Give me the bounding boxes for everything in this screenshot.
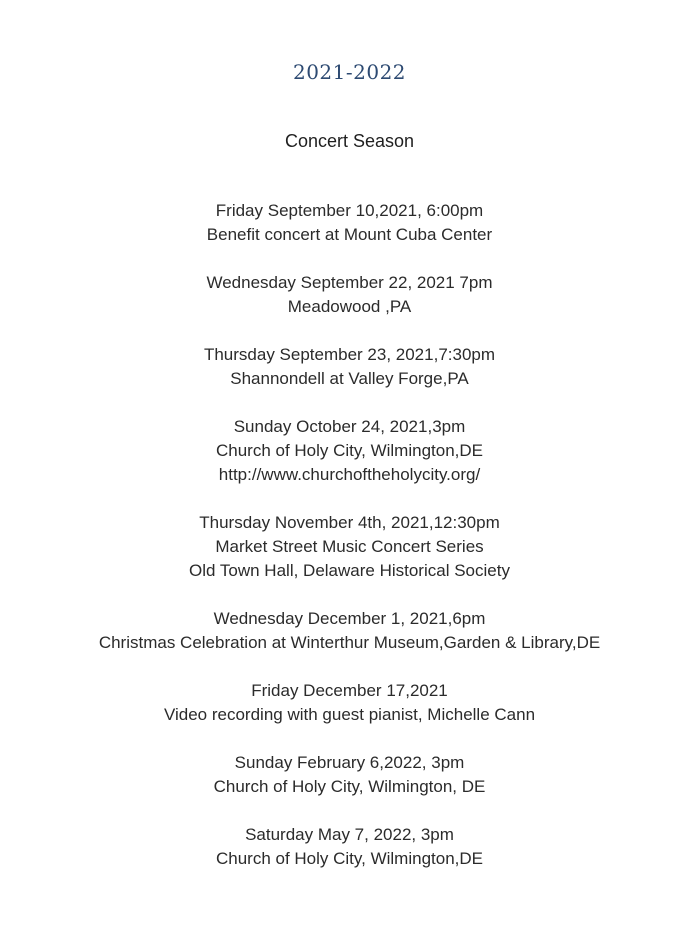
event-item — [0, 415, 699, 487]
season-title: Concert Season — [284, 131, 415, 151]
event-date: Sunday February 6,2022, 3pm — [234, 753, 465, 772]
event-item — [0, 199, 699, 247]
event-list — [0, 199, 699, 895]
event-item — [0, 823, 699, 871]
event-venue: Benefit concert at Mount Cuba Center — [206, 225, 493, 244]
event-item — [0, 679, 699, 727]
event-date: Wednesday September 22, 2021 7pm — [206, 273, 493, 292]
event-item — [0, 343, 699, 391]
event-description: Video recording with guest pianist, Michelle Cann — [163, 705, 536, 724]
event-venue: Church of Holy City, Wilmington,DE — [215, 849, 484, 868]
event-item — [0, 511, 699, 583]
event-website: http://www.churchoftheholycity.org/ — [218, 465, 481, 484]
event-venue: Shannondell at Valley Forge,PA — [230, 369, 469, 388]
event-venue: Christmas Celebration at Winterthur Museum,Garden & Library,DE — [98, 633, 601, 652]
event-date: Friday December 17,2021 — [251, 681, 448, 700]
event-series: Market Street Music Concert Series — [215, 537, 484, 556]
event-date: Thursday September 23, 2021,7:30pm — [203, 345, 496, 364]
event-venue: Church of Holy City, Wilmington,DE — [215, 441, 484, 460]
season-year-heading: 2021-2022 — [292, 60, 407, 84]
event-item — [0, 607, 699, 655]
event-venue: Church of Holy City, Wilmington, DE — [213, 777, 486, 796]
event-date: Friday September 10,2021, 6:00pm — [215, 201, 484, 220]
event-venue: Old Town Hall, Delaware Historical Society — [189, 561, 510, 580]
event-date: Wednesday December 1, 2021,6pm — [213, 609, 486, 628]
event-date: Saturday May 7, 2022, 3pm — [245, 825, 454, 844]
event-venue: Meadowood ,PA — [287, 297, 412, 316]
event-item — [0, 751, 699, 799]
event-date: Sunday October 24, 2021,3pm — [233, 417, 466, 436]
event-date: Thursday November 4th, 2021,12:30pm — [199, 513, 500, 532]
event-item — [0, 271, 699, 319]
